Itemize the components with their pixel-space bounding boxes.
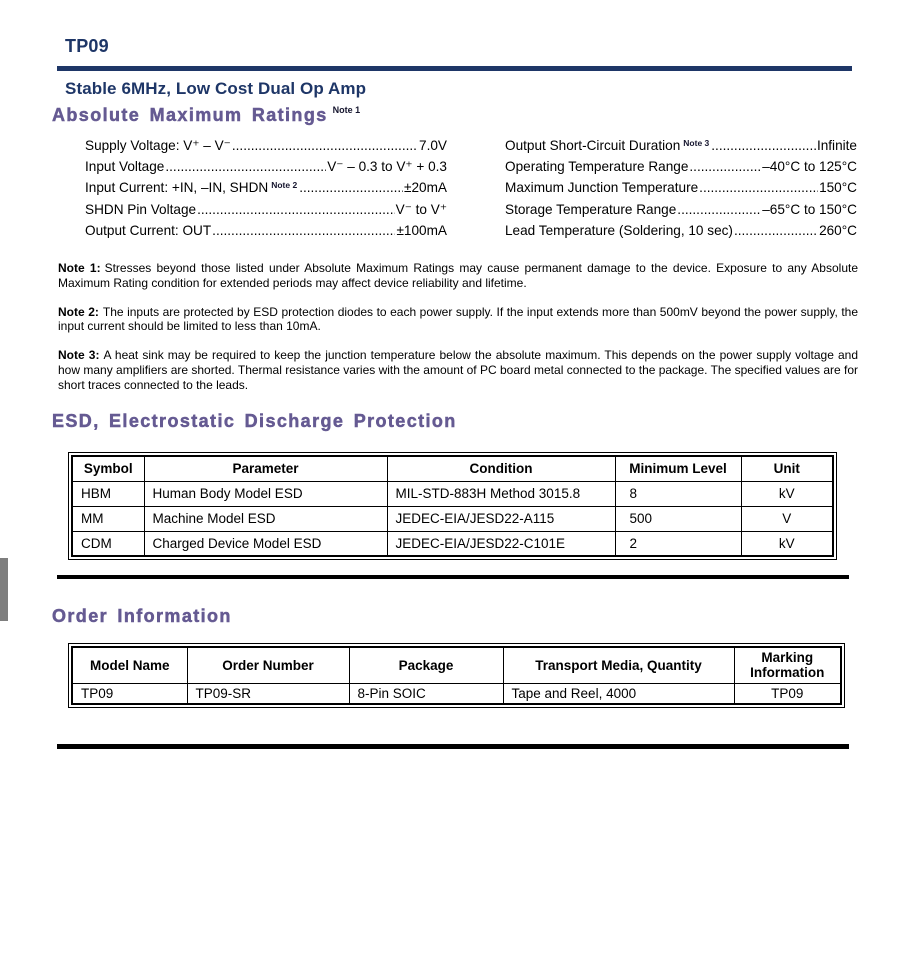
spec-row (85, 159, 447, 180)
esd-table (71, 455, 834, 557)
dot-leader (197, 202, 395, 217)
order-cell: TP09-SR (187, 683, 349, 704)
note-text: The inputs are protected by ESD protection diodes to each power supply. If the input extends more than 500mV beyond the power supply, the input current should be limited to less than 10mA. (58, 304, 858, 334)
section-heading-esd: ESD, Electrostatic Discharge Protection (52, 411, 457, 431)
note-text: A heat sink may be required to keep the junction temperature below the absolute maximum. This depends on the power supply voltage and how many amplifiers are shorted. Thermal resistance varies with the amount of PC board metal connected to the package. The specified values are for short traces connected to the leads. (58, 348, 859, 392)
divider-rule-mid (57, 575, 849, 579)
order-cell: TP09 (72, 683, 187, 704)
spec-value: ±100mA (396, 222, 447, 238)
order-table-frame (68, 643, 845, 708)
doc-subtitle: Stable 6MHz, Low Cost Dual Op Amp (65, 79, 367, 98)
notes-block (58, 261, 858, 407)
abs-max-left-column (85, 138, 447, 244)
order-table (71, 646, 842, 705)
esd-cell: V (741, 506, 833, 531)
spec-row (505, 138, 857, 159)
spec-value: Infinite (816, 138, 857, 153)
esd-header-unit: Unit (741, 456, 833, 481)
order-cell: Tape and Reel, 4000 (503, 683, 734, 704)
spec-label: Output Current: OUT (85, 222, 212, 238)
spec-label: Supply Voltage: V⁺ – V⁻ (85, 138, 231, 153)
order-header-transport-media: Transport Media, Quantity (503, 647, 734, 683)
esd-cell: 2 (615, 531, 741, 556)
esd-header-symbol: Symbol (72, 456, 144, 481)
section-heading-text: Absolute Maximum Ratings (52, 105, 328, 125)
spec-value: V⁻ – 0.3 to V⁺ + 0.3 (327, 159, 447, 175)
spec-row (85, 180, 447, 201)
spec-value: ±20mA (404, 180, 447, 196)
title-rule (57, 66, 852, 71)
esd-cell: Machine Model ESD (144, 506, 387, 531)
spec-row (85, 138, 447, 159)
dot-leader (165, 159, 326, 174)
spec-value: V⁻ to V⁺ (395, 201, 447, 217)
esd-cell: Human Body Model ESD (144, 481, 387, 506)
dot-leader (677, 202, 761, 217)
order-header-marking-information: Marking Information (734, 647, 841, 683)
note-paragraph-2 (58, 305, 858, 334)
spec-row (505, 202, 857, 223)
note-label: Note 1: (58, 261, 101, 275)
section-heading-absolute-maximum-ratings (52, 105, 360, 126)
spec-value: 260°C (819, 222, 857, 238)
esd-header-row (72, 456, 833, 481)
esd-cell: CDM (72, 531, 144, 556)
note-paragraph-1 (58, 261, 858, 290)
doc-title: TP09 (65, 36, 109, 56)
spec-label: SHDN Pin Voltage (85, 201, 197, 217)
spec-row (505, 180, 857, 201)
dot-leader (699, 180, 818, 195)
dot-leader (711, 138, 816, 153)
dot-leader (689, 159, 761, 174)
spec-value: 150°C (819, 180, 857, 196)
esd-cell: MM (72, 506, 144, 531)
note-ref: Note 2 (271, 180, 298, 191)
note-text: Stresses beyond those listed under Absolute Maximum Ratings may cause permanent damage to the device. Exposure to any Absolute Maximum Rating condition for extended periods may affect device reliability and lifetime. (58, 261, 858, 290)
spec-value: 7.0V (419, 138, 447, 153)
dot-leader (212, 223, 395, 238)
esd-cell: MIL-STD-883H Method 3015.8 (387, 481, 615, 506)
order-header-model-name: Model Name (72, 647, 187, 683)
esd-header-condition: Condition (387, 456, 615, 481)
spec-label: Input Voltage (85, 159, 165, 175)
esd-cell: JEDEC-EIA/JESD22-A115 (387, 506, 615, 531)
order-row-tp09 (72, 683, 841, 704)
order-header-row (72, 647, 841, 683)
heading-note-ref: Note 1 (332, 105, 361, 115)
note-label: Note 2: (58, 304, 99, 319)
spec-label: Lead Temperature (Soldering, 10 sec) (505, 222, 733, 238)
dot-leader (734, 223, 818, 238)
esd-row-mm (72, 506, 833, 531)
spec-label: Maximum Junction Temperature (505, 180, 699, 196)
esd-header-parameter: Parameter (144, 456, 387, 481)
esd-cell: HBM (72, 481, 144, 506)
spec-label: Operating Temperature Range (505, 159, 689, 175)
esd-cell: Charged Device Model ESD (144, 531, 387, 556)
esd-cell: kV (741, 531, 833, 556)
note-label: Note 3: (58, 348, 100, 363)
left-page-marker (0, 558, 8, 621)
spec-row (85, 223, 447, 244)
order-cell: 8-Pin SOIC (349, 683, 503, 704)
spec-value: –65°C to 150°C (762, 201, 857, 217)
dot-leader (299, 180, 403, 195)
esd-cell: 500 (615, 506, 741, 531)
note-paragraph-3 (58, 348, 858, 392)
spec-label: Storage Temperature Range (505, 201, 677, 217)
dot-leader (232, 138, 418, 153)
abs-max-right-column (505, 138, 857, 244)
order-header-order-number: Order Number (187, 647, 349, 683)
spec-row (85, 202, 447, 223)
esd-cell: 8 (615, 481, 741, 506)
spec-label: Input Current: +IN, –IN, SHDN (85, 180, 269, 196)
esd-table-frame (68, 452, 837, 560)
note-ref: Note 3 (683, 138, 710, 148)
spec-row (505, 159, 857, 180)
esd-row-cdm (72, 531, 833, 556)
divider-rule-bottom (57, 744, 849, 749)
spec-row (505, 223, 857, 244)
esd-cell: kV (741, 481, 833, 506)
spec-value: –40°C to 125°C (762, 159, 857, 175)
esd-cell: JEDEC-EIA/JESD22-C101E (387, 531, 615, 556)
section-heading-order-information: Order Information (52, 606, 232, 626)
order-cell: TP09 (734, 683, 841, 704)
esd-header-minimum-level: Minimum Level (615, 456, 741, 481)
esd-row-hbm (72, 481, 833, 506)
spec-label: Output Short-Circuit Duration (505, 138, 681, 153)
order-header-package: Package (349, 647, 503, 683)
